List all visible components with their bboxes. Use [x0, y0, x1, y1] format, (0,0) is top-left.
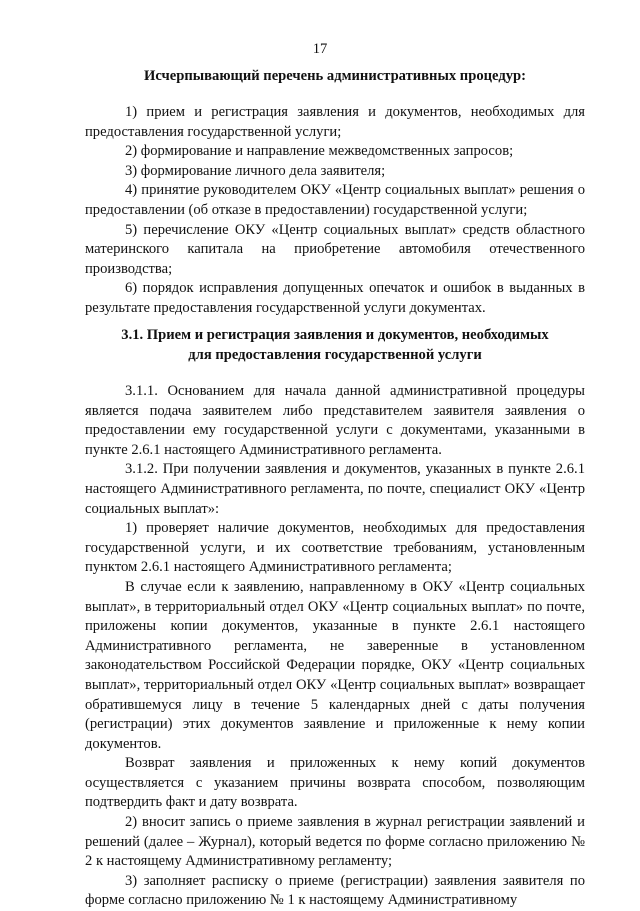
section-paragraph: Возврат заявления и приложенных к нему копий документов осуществляется с указанием причины возврата способом, позволяющим подтвердить факт и дату возврата.: [85, 755, 585, 811]
section-paragraph: В случае если к заявлению, направленному в ОКУ «Центр социальных выплат», в территориальный отдел ОКУ «Центр социальных выплат» по почте, приложены копии документов, указанные в пункте 2.6.1 настоящего Административного регламента, не заверенные в установленном законодательством Российской Федерации порядке, ОКУ «Центр социальных выплат», территориальный отдел ОКУ «Центр социальных выплат» возвращает обратившемуся лицу в течение 5 календарных дней с даты получения (регистрации) этих документов заявление и приложенные к нему копии документов.: [85, 578, 585, 752]
section-paragraph: 1) проверяет наличие документов, необходимых для предоставления государственной услуги, и их соответствие требованиям, установленным пунктом 2.6.1 настоящего Административного регламента;: [85, 520, 585, 576]
main-heading: Исчерпывающий перечень административных процедур:: [144, 68, 526, 84]
section-paragraph: 2) вносит запись о приеме заявления в журнал регистрации заявлений и решений (далее – Журнал), который ведется по форме согласно приложению № 2 к настоящему Административному регламенту;: [85, 814, 585, 870]
procedure-item: 2) формирование и направление межведомственных запросов;: [125, 143, 514, 160]
section-heading-line2: для предоставления государственной услуги: [188, 346, 482, 363]
procedure-item: 3) формирование личного дела заявителя;: [125, 162, 386, 179]
section-paragraph: 3) заполняет расписку о приеме (регистрации) заявления заявителя по форме согласно приложению № 1 к настоящему Административному: [85, 872, 585, 909]
procedure-item: 6) порядок исправления допущенных опечаток и ошибок в выданных в результате предоставления государственной услуги документах.: [85, 280, 585, 316]
procedure-list: [85, 103, 585, 319]
section-body: [85, 382, 585, 911]
section-paragraph: 3.1.1. Основанием для начала данной административной процедуры является подача заявителем либо представителем заявителя заявления о предоставлении ему государственной услуги с документами, указанными в пункте 2.6.1 настоящего Административного регламента.: [85, 383, 585, 458]
procedure-item: 1) прием и регистрация заявления и документов, необходимых для предоставления государственной услуги;: [85, 104, 585, 140]
section-heading: [85, 326, 585, 365]
procedure-item: 5) перечисление ОКУ «Центр социальных выплат» средств областного материнского капитала на приобретение автомобиля отечественного производства;: [85, 221, 585, 277]
page-number: 17: [312, 41, 328, 57]
section-paragraph: 3.1.2. При получении заявления и документов, указанных в пункте 2.6.1 настоящего Административного регламента, по почте, специалист ОКУ «Центр социальных выплат»:: [85, 461, 585, 517]
procedure-item: 4) принятие руководителем ОКУ «Центр социальных выплат» решения о предоставлении (об отказе в предоставлении) государственной услуги;: [85, 182, 585, 218]
section-heading-line1: 3.1. Прием и регистрация заявления и документов, необходимых: [121, 327, 549, 343]
